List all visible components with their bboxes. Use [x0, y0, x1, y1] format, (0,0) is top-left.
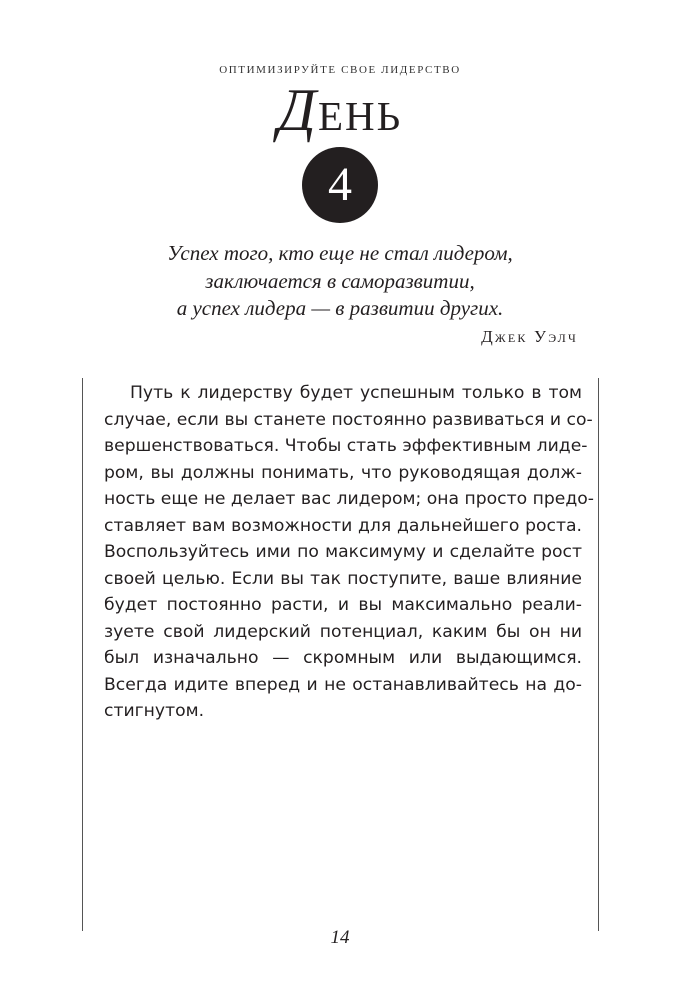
epigraph: [0, 240, 680, 323]
body-line: ром, вы должны понимать, что руководящая долж-: [104, 462, 582, 483]
day-title: [0, 77, 680, 143]
day-title-initial: Д: [277, 77, 318, 143]
body-paragraph: [104, 380, 594, 725]
body-line: вершенствоваться. Чтобы стать эффективным лиде-: [104, 436, 588, 456]
epigraph-line: заключается в саморазвитии,: [205, 268, 475, 293]
body-line: будет постоянно расти, и вы максимально реали-: [104, 595, 582, 615]
body-line: Воспользуйтесь ими по максимуму и сделайте рост: [104, 542, 582, 562]
day-number: 4: [328, 158, 352, 211]
day-title-rest: ень: [317, 78, 403, 143]
epigraph-line: Успех того, кто еще не стал лидером,: [167, 241, 513, 265]
left-margin-rule: [82, 378, 83, 931]
body-line: случае, если вы станете постоянно развиваться и со-: [104, 409, 593, 430]
right-margin-rule: [598, 378, 599, 931]
body-line: зуете свой лидерский потенциал, каким бы он ни: [104, 621, 582, 642]
body-line: Путь к лидерству будет успешным только в том: [130, 383, 582, 403]
body-line: Всегда идите вперед и не останавливайтесь на до-: [104, 674, 582, 695]
epigraph-line: а успех лидера — в развитии других.: [176, 296, 504, 320]
body-line: своей целью. Если вы так поступите, ваше влияние: [104, 568, 582, 589]
day-number-badge: [302, 147, 378, 223]
body-line: был изначально — скромным или выдающимся.: [104, 648, 582, 668]
epigraph-author: Джек Уэлч: [481, 327, 578, 346]
running-head: ОПТИМИЗИРУЙТЕ СВОЕ ЛИДЕРСТВО: [219, 64, 461, 76]
page-number: 14: [330, 927, 350, 948]
body-line: ность еще не делает вас лидером; она просто предо-: [104, 489, 594, 509]
body-line: ставляет вам возможности для дальнейшего роста.: [104, 515, 582, 536]
body-line: стигнутом.: [104, 701, 205, 721]
